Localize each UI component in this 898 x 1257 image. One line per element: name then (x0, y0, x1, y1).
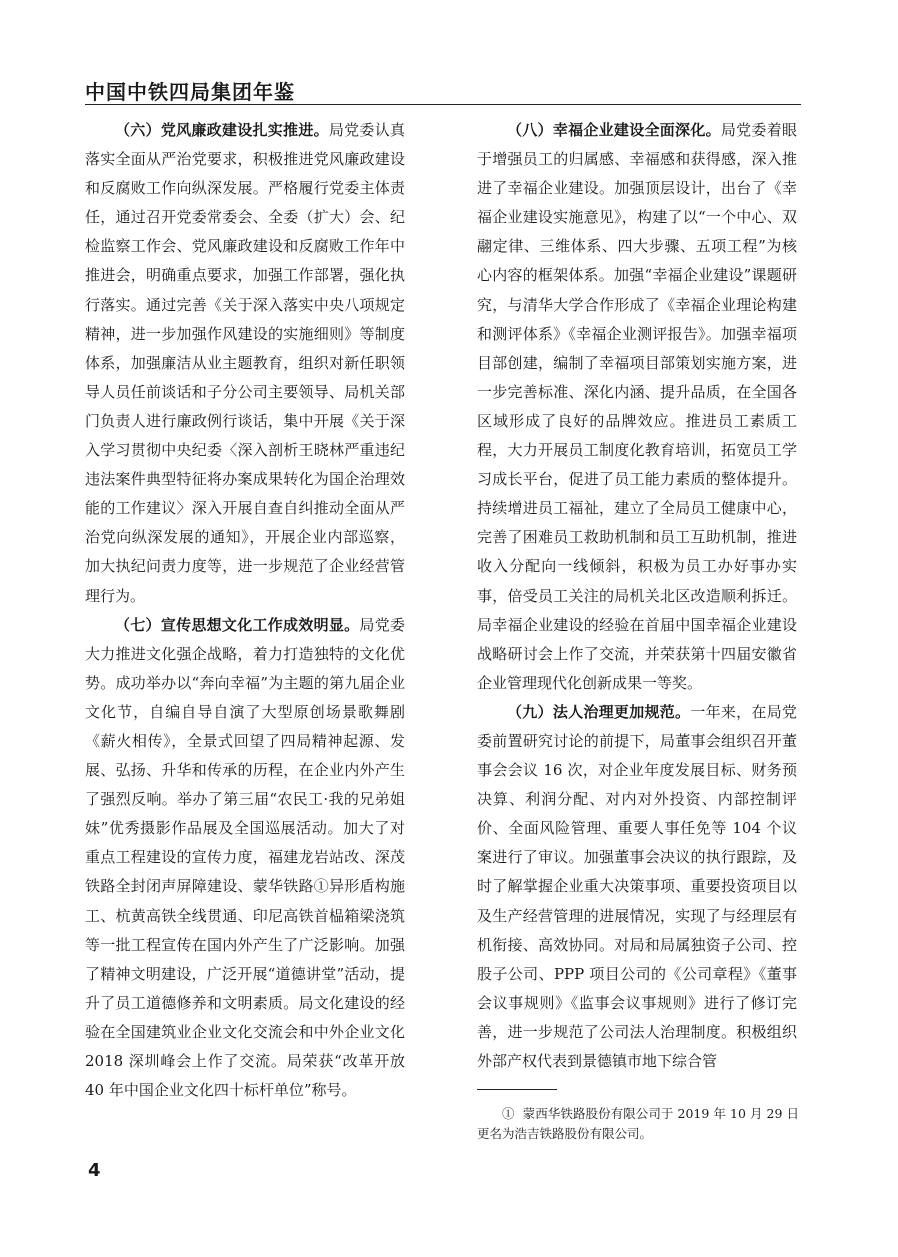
yearbook-title: 中国中铁四局集团年鉴 (85, 80, 295, 104)
paragraph-body-continued: 异形盾构施工、杭黄高铁全线贯通、印尼高铁首榀箱梁浇筑等一批工程宣传在国内外产生了广泛影响。加强了精神文明建设，广泛开展“道德讲堂”活动，提升了员工道德修养和文明素质。局文化建设的经验在全国建筑业企业文化交流会和中外企业文化 2018 深圳峰会上作了交流。局荣获“改革开放 40 年中国企业文化四十标杆单位”称号。 (85, 877, 405, 1100)
paragraph-party-conduct (85, 116, 405, 611)
paragraph-body: 局党委大力推进文化强企战略，着力打造独特的文化优势。成功举办以“奔向幸福”为主题的第九届企业文化节，自编自导自演了大型原创场景歌舞剧《薪火相传》，全景式回望了四局精神起源、发展、弘扬、升华和传承的历程，在企业内外产生了强烈反响。举办了第三届“农民工·我的兄弟姐妹”优秀摄影作品展及全国巡展活动。加大了对重点工程建设的宣传力度，福建龙岩站改、深茂铁路全封闭声屏障建设、蒙华铁路 (85, 615, 405, 896)
footnote-divider (477, 1089, 557, 1090)
paragraph-corporate-governance (477, 698, 797, 1076)
running-header (85, 72, 801, 108)
footnote-reference: ① (313, 877, 329, 896)
paragraph-happy-enterprise (477, 116, 797, 698)
paragraph-publicity-culture (85, 611, 405, 1106)
paragraph-heading: （八）幸福企业建设全面深化。 (507, 121, 721, 139)
page-number: 4 (88, 1160, 101, 1181)
paragraph-heading: （六）党风廉政建设扎实推进。 (115, 121, 329, 139)
header-rule (85, 104, 801, 105)
right-column (477, 116, 797, 1076)
paragraph-heading: （九）法人治理更加规范。 (507, 702, 691, 721)
paragraph-body: 局党委认真落实全面从严治党要求，积极推进党风廉政建设和反腐败工作向纵深发展。严格履行党委主体责任，通过召开党委常委会、全委（扩大）会、纪检监察工作会、党风廉政建设和反腐败工作年中推进会，明确重点要求，加强工作部署，强化执行落实。通过完善《关于深入落实中央八项规定精神，进一步加强作风建设的实施细则》等制度体系，加强廉洁从业主题教育，组织对新任职领导人员任前谈话和子分公司主要领导、局机关部门负责人进行廉政例行谈话，集中开展《关于深入学习贯彻中央纪委〈深入剖析王晓林严重违纪违法案件典型特征将办案成果转化为国企治理效能的工作建议〉深入开展自查自纠推动全面从严治党向纵深发展的通知》，开展企业内部巡察，加大执纪问责力度等，进一步规范了企业经营管理行为。 (85, 121, 405, 605)
footnote (477, 1104, 799, 1144)
footnote-text: 蒙西华铁路股份有限公司于 2019 年 10 月 29 日更名为浩吉铁路股份有限公司。 (477, 1106, 799, 1141)
paragraph-body: 局党委着眼于增强员工的归属感、幸福感和获得感，深入推进了幸福企业建设。加强顶层设计，出台了《幸福企业建设实施意见》，构建了以“一个中心、双翮定律、三维体系、四大步骤、五项工程”为核心内容的框架体系。加强“幸福企业建设”课题研究，与清华大学合作形成了《幸福企业理论构建和测评体系》《幸福企业测评报告》。加强幸福项目部创建，编制了幸福项目部策划实施方案，进一步完善标准、深化内涵、提升品质，在全国各区域形成了良好的品牌效应。推进员工素质工程，大力开展员工制度化教育培训，拓宽员工学习成长平台，促进了员工能力素质的整体提升。持续增进员工福祉，建立了全局员工健康中心，完善了困难员工救助机制和员工互助机制，推进收入分配向一线倾斜，积极为员工办好事办实事，倍受员工关注的局机关北区改造顺利拆迁。局幸福企业建设的经验在首届中国幸福企业建设战略研讨会上作了交流，并荣获第十四届安徽省企业管理现代化创新成果一等奖。 (477, 121, 797, 692)
left-column (85, 116, 405, 1105)
paragraph-heading: （七）宣传思想文化工作成效明显。 (115, 615, 360, 634)
paragraph-body: 一年来，在局党委前置研究讨论的前提下，局董事会组织召开董事会会议 16 次，对企业年度发展目标、财务预决算、利润分配、对内对外投资、内部控制评价、全面风险管理、重要人事任免等 104 个议案进行了审议。加强董事会决议的执行跟踪，及时了解掌握企业重大决策事项、重要投资项目以及生产经营管理的进展情况，实现了与经理层有机衔接、高效协同。对局和局属独资子公司、控股子公司、PPP 项目公司的《公司章程》《董事会议事规则》《监事会议事规则》进行了修订完善，进一步规范了公司法人治理制度。积极组织外部产权代表到景德镇市地下综合管 (477, 702, 797, 1070)
footnote-mark: ① (502, 1106, 515, 1121)
